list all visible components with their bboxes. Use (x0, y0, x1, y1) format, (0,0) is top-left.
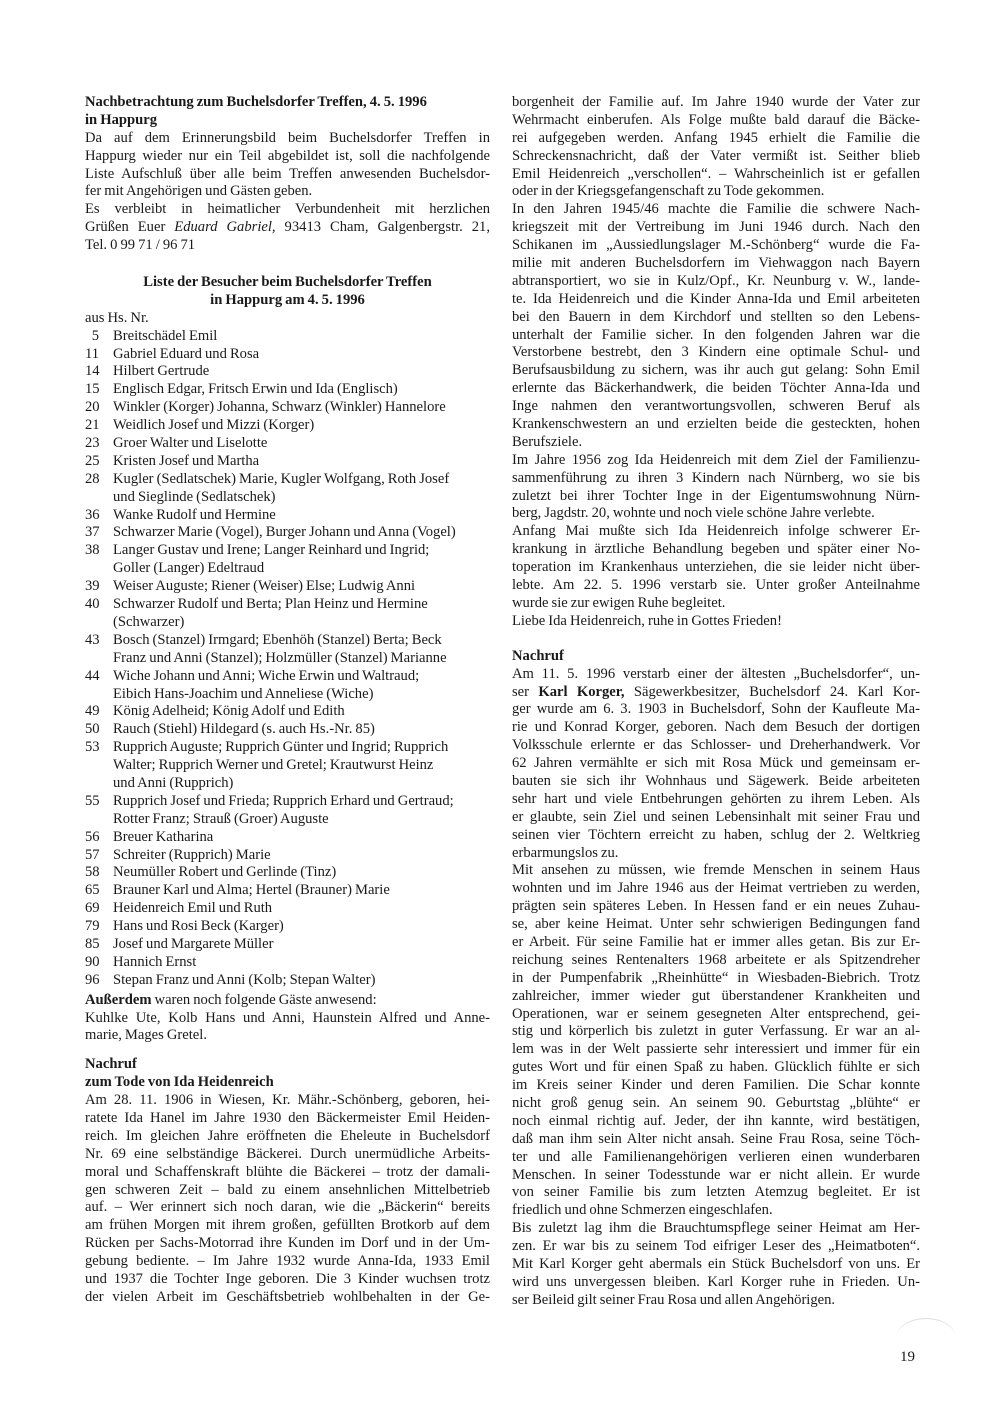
visitor-list (85, 328, 490, 990)
obituary-ida-paragraph (512, 201, 920, 451)
obituary-heading-ida-heidenreich (85, 1056, 490, 1092)
text-line: Langer Gustav und Irene; Langer Reinhard und Ingrid; (113, 542, 430, 559)
text-line: Liste Aufschluß über alle beim Treffen anwesenden Buchelsdor- (85, 165, 490, 182)
text-line: Volksschule erlernte er das Schlosser- und Dreherhandwerk. Vor (512, 737, 920, 754)
obituary-ida-paragraph (512, 523, 920, 612)
text-line: oder in der Kriegsgefangenschaft zu Tode gekommen. (512, 183, 825, 200)
house-number: 79 (85, 918, 100, 935)
text-segment: 93413 Cham, Galgenbergstr. 21, (275, 219, 490, 236)
text-line: Liste der Besucher beim Buchelsdorfer Treffen (143, 274, 432, 291)
visitor-list-item (85, 972, 490, 990)
text-line: Kugler (Sedlatschek) Marie, Kugler Wolfgang, Roth Josef (113, 470, 450, 487)
visitor-list-item (85, 346, 490, 364)
text-line: Weidlich Josef und Mizzi (Korger) (113, 417, 315, 434)
text-line: abtransportiert, wo sie in Kulz/Opf., Kr. Neunburg v. W., lande- (512, 272, 920, 289)
page-number: 19 (900, 1349, 915, 1365)
house-number: 90 (85, 953, 100, 970)
text-line: zuletzt bei ihrer Tochter Inge in der Eigentumswohnung Nürn- (512, 487, 920, 504)
text-line: wurde sie zur ewigen Ruhe begleitet. (512, 594, 726, 611)
text-line: nicht groß genug sein. An seinem 90. Geburtstag „blühte“ er (512, 1094, 920, 1111)
text-line: erlernte das Bäckerhandwerk, die beiden Töchter Anna-Ida und (512, 380, 920, 397)
visitor-list-item (85, 882, 490, 900)
text-line: reichung seines Rentenalters 1968 arbeitete er als Spitzendreher (512, 951, 920, 968)
text-line: Gabriel Eduard und Rosa (113, 345, 260, 362)
text-line: Schwarzer Rudolf und Berta; Plan Heinz und Hermine (113, 596, 428, 613)
visitor-list-item (85, 936, 490, 954)
house-number: 23 (85, 435, 100, 452)
intro-paragraph (85, 130, 490, 202)
text-line: Hans und Rosi Beck (Karger) (113, 918, 284, 935)
text-line: prägten sein späteres Leben. In Hessen fand er ein neues Zuhau- (512, 898, 920, 915)
text-line: Liebe Ida Heidenreich, ruhe in Gottes Frieden! (512, 612, 782, 629)
visitor-list-heading (85, 274, 490, 310)
text-line: gutes Wort und für einen Spaß zu haben. Glücklich fühlte er sich (512, 1059, 920, 1076)
visitor-list-item (85, 524, 490, 542)
text-segment: ser (512, 683, 539, 700)
house-number: 53 (85, 739, 100, 756)
guests-paragraph (85, 1010, 490, 1046)
house-number: 44 (85, 667, 100, 684)
text-line: er glaubte, sein Ziel und seinen Lebensinhalt mit seiner Frau und (512, 808, 920, 825)
visitor-list-item (85, 918, 490, 936)
house-number: 85 (85, 935, 100, 952)
text-line: reich. Im gleichen Jahre eröffneten die Eheleute in Buchelsdorf (85, 1127, 490, 1144)
text-line: Es verbleibt in heimatlicher Verbundenheit mit herzlichen (85, 201, 490, 218)
text-line: milie mit anderen Buchelsdorfern im Viehwaggon nach Bayern (512, 255, 920, 272)
text-line: sehr hart und viele Entbehrungen gehörten zu ihrem Leben. Als (512, 790, 920, 807)
visitor-list-item (85, 328, 490, 346)
visitor-list-item (85, 793, 490, 829)
text-line: te. Ida Heidenreich und die Kinder Anna-Ida und Emil arbeiteten (512, 290, 920, 307)
text-line: zum Tode von Ida Heidenreich (85, 1074, 274, 1091)
text-line: Emil Heidenreich „verschollen“. – Wahrscheinlich ist er gefallen (512, 165, 920, 182)
obituary-korger-paragraph (512, 1220, 920, 1309)
bold-text: Außerdem (85, 991, 152, 1008)
text-line: rie und Konrad Korger, geboren. Nach dem Besuch der dortigen (512, 719, 920, 736)
house-number: 5 (91, 327, 99, 344)
text-line: und Sieglinde (Sedlatschek) (113, 488, 276, 505)
text-line: Wanke Rudolf und Hermine (113, 506, 276, 523)
text-line: bauten sie sich ihr Wohnhaus und Sägewerk. Beide arbeiteten (512, 772, 920, 789)
text-line: Berufsziele. (512, 433, 583, 450)
text-line: In den Jahren 1945/46 machte die Familie die schwere Nach- (512, 201, 920, 218)
text-line: in Happurg am 4. 5. 1996 (210, 291, 365, 308)
text-line: Walter; Rupprich Werner und Gretel; Krautwurst Heinz (113, 757, 434, 774)
text-line: Am 28. 11. 1906 in Wiesen, Kr. Mähr.-Schönberg, geboren, hei- (85, 1092, 490, 1109)
text-line: Kuhlke Ute, Kolb Hans und Anni, Haunstein Alfred und Anne- (85, 1009, 490, 1026)
text-line: gen schweren Zeit – bald zu einem ansehnlichen Mittelbetrieb (85, 1181, 490, 1198)
text-line: in Happurg (85, 111, 157, 128)
text-line: Bosch (Stanzel) Irmgard; Ebenhöh (Stanzel) Berta; Beck (113, 631, 442, 648)
text-line: wohnten und im Jahre 1946 aus der Heimat vertrieben zu werden, (512, 880, 920, 897)
obituary-korger-paragraph (512, 862, 920, 1220)
text-line: Rupprich Josef und Frieda; Rupprich Erhard und Gertraud; (113, 792, 454, 809)
text-line: lebte. Am 22. 5. 1996 verstarb sie. Unter großer Anteilnahme (512, 577, 920, 594)
text-line: Schwarzer Marie (Vogel), Burger Johann und Anna (Vogel) (113, 524, 456, 541)
text-line: Tel. 0 99 71 / 96 71 (85, 237, 196, 254)
house-number: 65 (85, 882, 100, 899)
text-segment: waren noch folgende Gäste anwesend: (151, 991, 377, 1008)
house-number: 11 (85, 345, 100, 362)
text-line: wird uns unvergessen bleiben. Karl Korger ruhe in Frieden. Un- (512, 1273, 920, 1290)
house-number: 38 (85, 542, 100, 559)
obituary-korger-paragraph (512, 666, 920, 863)
text-line: Kristen Josef und Martha (113, 452, 260, 469)
obituary-ida-paragraph (85, 1092, 490, 1307)
text-line: seinen vier Töchtern erreicht zu haben, schlug der 2. Weltkrieg (512, 826, 920, 843)
house-number: 49 (85, 703, 100, 720)
text-line: Am 11. 5. 1996 verstarb einer der ältesten „Buchelsdorfer“, un- (512, 665, 920, 682)
visitor-list-item (85, 363, 490, 381)
visitor-list-item (85, 435, 490, 453)
house-number: 40 (85, 596, 100, 613)
text-line: Rotter Franz; Strauß (Groer) Auguste (113, 810, 329, 827)
house-number: 55 (85, 792, 100, 809)
text-line: zen. Er war bis zu seinem Tod eifriger Leser des „Heimatboten“. (512, 1238, 920, 1255)
text-line: Breitschädel Emil (113, 327, 218, 344)
text-line: Happurg wieder nur ein Teil abgebildet ist, soll die nachfolgende (85, 147, 490, 164)
visitor-list-item (85, 739, 490, 793)
text-line: zahlreicher, immer wieder gut überstandener Krankheiten und (512, 987, 920, 1004)
text-line: und Anni (Rupprich) (113, 774, 234, 791)
house-number: 50 (85, 721, 100, 738)
text-line: Schreiter (Rupprich) Marie (113, 846, 271, 863)
visitor-list-item (85, 703, 490, 721)
text-line: Da auf dem Erinnerungsbild beim Buchelsdorfer Treffen in (85, 129, 490, 146)
text-line: (Schwarzer) (113, 613, 185, 630)
visitor-list-item (85, 954, 490, 972)
text-line: von seiner Familie bis zum letzten Atemzug begleitet. Er ist (512, 1184, 920, 1201)
text-line: sammenführung zu ihren 3 Kindern nach Nürnberg, wo sie bis (512, 469, 920, 486)
obituary-heading-karl-korger (512, 648, 920, 666)
text-line: ser Beileid gilt seiner Frau Rosa und allen Angehörigen. (512, 1291, 836, 1308)
text-line: Wehrmacht einberufen. Als Folge mußte bald darauf die Bäcke- (512, 111, 920, 128)
text-line: noch einmal richtig auf. Jeder, der ihn kannte, wird bestätigen, (512, 1112, 920, 1129)
text-line: bei den Bauern in dem Kirchdorf und stellten so den Lebens- (512, 308, 920, 325)
text-line: krankung in ärztliche Behandlung begeben und später einer No- (512, 541, 920, 558)
house-number: 96 (85, 971, 100, 988)
guests-intro (85, 992, 490, 1010)
obituary-ida-paragraph (512, 452, 920, 524)
house-number: 15 (85, 381, 100, 398)
text-line: Schikanen im „Aussiedlungslager M.-Schönberg“ wurde die Fa- (512, 237, 920, 254)
bold-text: Karl Korger, (538, 683, 625, 700)
visitor-list-item (85, 542, 490, 578)
visitor-list-item (85, 381, 490, 399)
text-line: berg, Jagdstr. 20, wohnte und noch viele schöne Jahre verlebte. (512, 505, 875, 522)
visitor-list-item (85, 847, 490, 865)
text-line: se, aber keine Heimat. Unter sehr schwierigen Bedingungen fand (512, 916, 920, 933)
text-line: Mit Karl Korger geht abermals ein Stück Buchelsdorf von uns. Er (512, 1256, 920, 1272)
article-heading-nachbetrachtung (85, 94, 490, 130)
text-line: in der Pumpenfabrik „Rheinhütte“ in Wiesbaden-Biebrich. Trotz (512, 969, 920, 986)
text-line: am frühen Morgen mit ihrem großen, gefüllten Brotkorb auf dem (85, 1217, 490, 1234)
text-line: unterhalt der Familie sicher. In den folgenden Jahren war die (512, 326, 920, 343)
text-line: aus Hs. Nr. (85, 309, 149, 326)
house-number: 20 (85, 399, 100, 416)
text-line: Franz und Anni (Stanzel); Holzmüller (Stanzel) Marianne (113, 649, 447, 666)
text-line: Mit ansehen zu müssen, wie fremde Menschen in seinem Haus (512, 862, 920, 879)
text-line: im Kreis seiner Kinder und deren Familien. Die Schar konnte (512, 1077, 920, 1094)
text-line: Rupprich Auguste; Rupprich Günter und Ingrid; Rupprich (113, 739, 449, 756)
visitor-list-item (85, 668, 490, 704)
house-number: 36 (85, 506, 100, 523)
text-line: marie, Mages Gretel. (85, 1027, 207, 1044)
text-line: Anfang Mai mußte sich Ida Heidenreich infolge schwerer Er- (512, 523, 920, 540)
visitor-list-intro (85, 310, 490, 328)
text-line: und 1937 die Tochter Inge geboren. Die 3 Kinder wuchsen trotz (85, 1271, 490, 1287)
text-line: Groer Walter und Liselotte (113, 435, 268, 452)
house-number: 69 (85, 900, 100, 917)
text-line: Berufsausbildung zu sichern, was ihr auch gut gelang: Sohn Emil (512, 362, 920, 379)
text-line: daß man ihm sein Alter nicht ansah. Seine Frau Rosa, seine Töch- (512, 1130, 920, 1147)
visitor-list-item (85, 399, 490, 417)
right-column (512, 94, 920, 1310)
text-line: König Adelheid; König Adolf und Edith (113, 703, 345, 720)
visitor-list-item (85, 596, 490, 632)
text-line: Heidenreich Emil und Ruth (113, 900, 273, 917)
text-line: Bis zuletzt lag ihm die Brauchtumspflege seiner Heimat am Her- (512, 1220, 920, 1237)
text-line: kriegszeit mit der Vertreibung im Juni 1946 durch. Nach den (512, 219, 920, 236)
text-line: lem was in der Welt passierte sehr interessiert und immer für ein (512, 1041, 920, 1058)
text-line: Hannich Ernst (113, 953, 197, 970)
text-line: Stepan Franz und Anni (Kolb; Stepan Walter) (113, 971, 376, 988)
text-line: ter und alle Familienangehörigen verlieren einen wunderbaren (512, 1148, 920, 1165)
text-line: Nr. 69 eine selbständige Bäckerei. Durch unermüdliche Arbeits- (85, 1145, 490, 1162)
visitor-list-item (85, 471, 490, 507)
house-number: 28 (85, 470, 100, 487)
text-line: friedlich und ohne Schmerzen eingeschlafen. (512, 1202, 773, 1219)
text-segment: Grüßen Euer (85, 219, 175, 236)
house-number: 37 (85, 524, 100, 541)
text-line: stig und körperlich bis zuletzt in guter Verfassung. Er war an al- (512, 1023, 920, 1040)
left-column (85, 94, 490, 1307)
text-line: Menschen. In seiner Todesstunde war er nicht allein. Er wurde (512, 1166, 920, 1183)
text-line: Josef und Margarete Müller (113, 935, 274, 952)
house-number: 25 (85, 452, 100, 469)
text-line: Neumüller Robert und Gerlinde (Tinz) (113, 864, 337, 881)
text-line: rei aufgegeben werden. Anfang 1945 erhielt die Familie die (512, 129, 920, 146)
text-line: der vielen Arbeit im Geschäftsbetrieb wohlbehalten in der Ge- (85, 1288, 490, 1305)
text-line: Verstorbene bestrebt, den 3 Kindern eine optimale Schul- und (512, 344, 920, 361)
text-line: Operationen, war er seinem gesegneten Alter entsprechend, gei- (512, 1005, 920, 1022)
text-line: erbarmungslos zu. (512, 844, 619, 861)
text-line: Englisch Edgar, Fritsch Erwin und Ida (Englisch) (113, 381, 398, 398)
house-number: 56 (85, 828, 100, 845)
visitor-list-item (85, 578, 490, 596)
text-line: Weiser Auguste; Riener (Weiser) Else; Ludwig Anni (113, 578, 416, 595)
visitor-list-item (85, 632, 490, 668)
text-line (85, 219, 490, 237)
text-line: auf. – Wer erinnert sich noch daran, wie die „Bäckerin“ bereits (85, 1199, 490, 1216)
text-line: fer mit Angehörigen und Gästen geben. (85, 183, 313, 200)
house-number: 57 (85, 846, 100, 863)
house-number: 39 (85, 578, 100, 595)
text-line: 62 Jahren vermählte er sich mit Rosa Mück und gemeinsam er- (512, 755, 920, 772)
visitor-list-item (85, 453, 490, 471)
text-line: Nachruf (512, 647, 564, 664)
text-line: moral und Schaffenskraft blühte die Bäckerei – trotz der damali- (85, 1163, 490, 1180)
visitor-list-item (85, 864, 490, 882)
text-line: Eibich Hans-Joachim und Anneliese (Wiche) (113, 685, 374, 702)
house-number: 58 (85, 864, 100, 881)
text-line: ratete Ida Hanel im Jahre 1930 den Bäckermeister Emil Heiden- (85, 1109, 490, 1126)
visitor-list-item (85, 417, 490, 435)
text-segment: Sägewerkbesitzer, Buchelsdorf 24. Karl Kor- (624, 683, 920, 700)
visitor-list-item (85, 721, 490, 739)
visitor-list-item (85, 829, 490, 847)
obituary-ida-paragraph-continued (512, 94, 920, 201)
text-line: Nachruf (85, 1056, 137, 1073)
text-line: Rauch (Stiehl) Hildegard (s. auch Hs.-Nr. 85) (113, 721, 375, 738)
text-line: Goller (Langer) Edeltraud (113, 560, 265, 577)
house-number: 14 (85, 363, 100, 380)
text-line: gebung bediente. – Im Jahre 1932 wurde Anna-Ida, 1933 Emil (85, 1253, 490, 1270)
visitor-list-item (85, 900, 490, 918)
text-line: Schreckensnachricht, daß der Vater vermißt ist. Seither blieb (512, 147, 920, 164)
text-line (85, 992, 490, 1010)
text-line: Wiche Johann und Anni; Wiche Erwin und Waltraud; (113, 667, 420, 684)
text-line (512, 684, 920, 702)
text-line: er Arbeit. Für seine Familie hat er immer alles getan. Bis zur Er- (512, 933, 920, 950)
house-number: 43 (85, 631, 100, 648)
text-line: Hilbert Gertrude (113, 363, 210, 380)
italic-text: Eduard Gabriel, (174, 219, 276, 236)
text-line: borgenheit der Familie auf. Im Jahre 1940 wurde der Vater zur (512, 94, 920, 110)
text-line: Brauner Karl und Alma; Hertel (Brauner) Marie (113, 882, 390, 899)
visitor-list-item (85, 507, 490, 525)
text-line: Rücken per Sachs-Motorrad ihre Kunden im Dorf und in der Um- (85, 1235, 490, 1252)
text-line: Nachbetrachtung zum Buchelsdorfer Treffen, 4. 5. 1996 (85, 94, 427, 110)
text-line: Krankenschwestern an und erzielten beide die gesteckten, hohen (512, 416, 920, 433)
text-line: Winkler (Korger) Johanna, Schwarz (Winkler) Hannelore (113, 399, 446, 416)
text-line: Im Jahre 1956 zog Ida Heidenreich mit dem Ziel der Familienzu- (512, 451, 920, 468)
text-line: toperation im Krankenhaus unterziehen, die sie leider nicht über- (512, 559, 920, 576)
obituary-ida-closing (512, 613, 920, 631)
text-line: ger wurde am 6. 3. 1903 in Buchelsdorf, Sohn der Kaufleute Ma- (512, 701, 920, 718)
text-line: Inge nahmen den verantwortungsvollen, schweren Beruf als (512, 398, 920, 415)
text-line: Breuer Katharina (113, 828, 214, 845)
house-number: 21 (85, 417, 100, 434)
greeting-paragraph (85, 201, 490, 255)
